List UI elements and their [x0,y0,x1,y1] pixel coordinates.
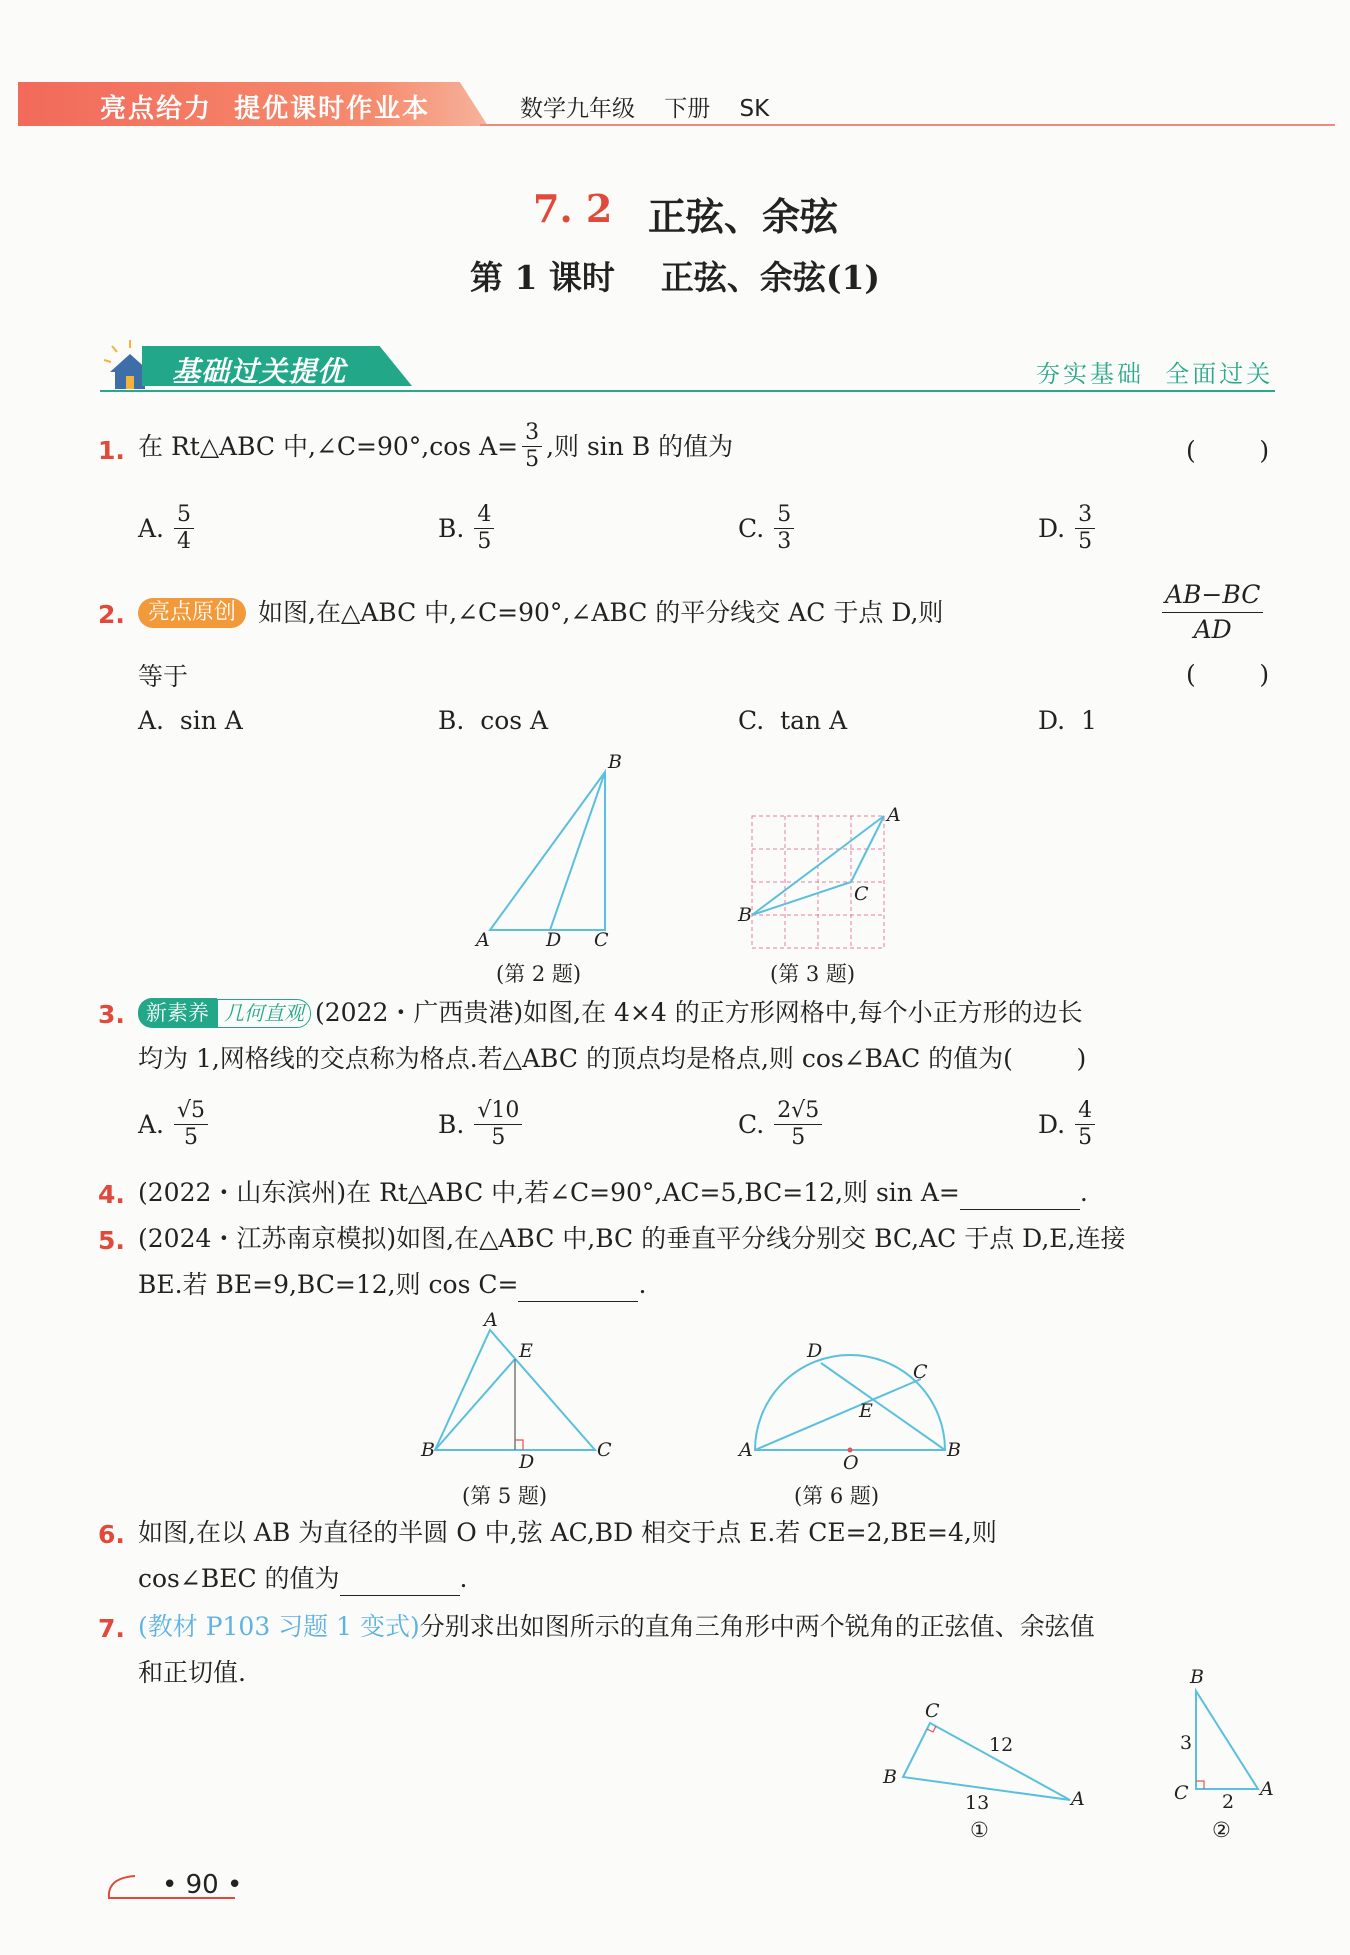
q3-literacy-tag: 新素养 [138,998,217,1028]
q3-option-b[interactable]: B. $\frac{√10}{5}$ [438,1098,526,1151]
banner-title: 基础过关提优 [172,355,347,388]
q3-number: 3. [98,1000,125,1029]
q3-text2: 均为 1,网格线的交点称为格点.若△ABC 的顶点均是格点,则 cos∠BAC 的值为( ) [138,1044,1087,1073]
q3-stem [138,996,1083,1030]
fig7-1-side-ab: 13 [965,1792,990,1814]
q6-answer-blank[interactable] [340,1569,460,1596]
figure-q3 [736,800,901,960]
q3-text1: (2022・广西贵港)如图,在 4×4 的正方形网格中,每个小正方形的边长 [315,998,1083,1027]
q4-end: . [1079,1178,1088,1207]
q1-text-a: 在 Rt△ABC 中,∠C=90°,cos A= [138,431,519,461]
q7-stem [138,1610,1095,1644]
fig6-label-e: E [859,1400,873,1422]
q2-answer-paren: ( ) [1186,660,1270,689]
q5-answer-blank[interactable] [518,1275,638,1302]
q6-text1: 如图,在以 AB 为直径的半圆 O 中,弦 AC,BD 相交于点 E.若 CE=2,BE=4,则 [138,1518,997,1547]
header-divider [480,124,1335,126]
fig5-label-c: C [597,1439,612,1461]
fig6-label-c: C [913,1361,928,1383]
fig5-label-b: B [421,1439,435,1461]
q6-stem2 [138,1562,467,1596]
fig2-label-d: D [546,929,562,951]
fig7-2-label-a: A [1260,1778,1274,1800]
fig2-label-c: C [594,929,609,951]
q6-number: 6. [98,1520,125,1549]
q1-text-b: ,则 sin B 的值为 [546,431,734,461]
fig7-2-side-ca: 2 [1222,1791,1235,1813]
q6-end: . [459,1564,468,1593]
fig7-1-label-c: C [925,1700,940,1722]
q2-text: 如图,在△ABC 中,∠C=90°,∠ABC 的平分线交 AC 于点 D,则 [258,598,944,627]
fig7-2-label-b: B [1190,1666,1204,1688]
q5-stem2 [138,1268,646,1302]
q5-text2: BE.若 BE=9,BC=12,则 cos C= [138,1270,519,1299]
fig7-1-label-a: A [1071,1788,1085,1810]
q4-stem [138,1176,1088,1210]
fig6-label-d: D [807,1340,823,1362]
fig3-label-a: A [887,804,901,826]
q5-text1: (2024・江苏南京模拟)如图,在△ABC 中,BC 的垂直平分线分别交 BC,AC 于点 D,E,连接 [138,1224,1126,1253]
q1-option-a[interactable]: A. $\frac{5}{4}$ [138,502,198,555]
q1-option-c[interactable]: C. $\frac{5}{3}$ [738,502,798,555]
q2-option-b[interactable]: B. cos A [438,706,549,735]
q7-text2: 和正切值. [138,1658,246,1687]
q5-number: 5. [98,1226,125,1255]
fig5-label-d: D [519,1451,535,1473]
q7-number: 7. [98,1614,125,1643]
section-number: 7. 2 [533,186,613,231]
figure-q7-1 [875,1695,1090,1814]
fig3-label-b: B [738,904,752,926]
q2-option-c[interactable]: C. tan A [738,706,848,735]
header-brand: 亮点给力 提优课时作业本 [100,94,431,124]
q2-original-tag: 亮点原创 [138,598,246,628]
q2-option-d[interactable]: D. 1 [1038,706,1097,735]
q2-stem [138,596,943,630]
q1-stem [138,420,733,473]
q6-text2: cos∠BEC 的值为 [138,1564,340,1593]
q7-source: (教材 P103 习题 1 变式) [138,1612,420,1641]
banner-divider [100,390,1275,392]
caption-q5: (第 5 题) [462,1484,548,1508]
fig5-label-e: E [519,1340,533,1362]
caption-q3: (第 3 题) [770,962,856,986]
q2-number: 2. [98,600,125,629]
fig2-label-b: B [608,751,622,773]
q5-end: . [638,1270,647,1299]
caption-q6: (第 6 题) [794,1484,880,1508]
q3-option-c[interactable]: C. $\frac{2√5}{5}$ [738,1098,826,1151]
figure-q6 [735,1335,965,1474]
q3-option-d[interactable]: D. $\frac{4}{5}$ [1038,1098,1099,1151]
q3-option-a[interactable]: A. $\frac{√5}{5}$ [138,1098,212,1151]
q2-option-a[interactable]: A. sin A [138,706,243,735]
caption-q7-1: ① [970,1818,989,1842]
page-number: • 90 • [162,1870,243,1900]
figure-q5 [415,1309,625,1473]
q4-answer-blank[interactable] [960,1183,1080,1210]
q4-number: 4. [98,1180,125,1209]
fig7-1-label-b: B [883,1766,897,1788]
q1-answer-paren: ( ) [1186,436,1270,465]
q2-fraction: $\frac{AB-BC}{AD}$ [1158,578,1267,647]
fig6-label-o: O [843,1452,859,1474]
q1-fraction: $\frac{3}{5}$ [522,420,542,473]
figure-q7-2 [1170,1665,1280,1815]
q3-geometry-tag: 几何直观 [217,999,311,1028]
lesson-title: 第 1 课时 正弦、余弦(1) [469,258,881,297]
fig5-label-a: A [484,1309,498,1331]
q1-option-d[interactable]: D. $\frac{3}{5}$ [1038,502,1099,555]
q7-text1: 分别求出如图所示的直角三角形中两个锐角的正弦值、余弦值 [419,1612,1095,1641]
caption-q2: (第 2 题) [496,962,582,986]
q4-text: (2022・山东滨州)在 Rt△ABC 中,若∠C=90°,AC=5,BC=12,则 sin A= [138,1178,960,1207]
caption-q7-2: ② [1212,1818,1231,1842]
fig7-2-label-c: C [1174,1782,1189,1804]
q1-option-b[interactable]: B. $\frac{4}{5}$ [438,502,498,555]
q2-text2: 等于 [138,662,189,691]
fig6-label-b: B [947,1439,961,1461]
fig6-label-a: A [739,1439,753,1461]
fig3-label-c: C [854,883,869,905]
section-title: 正弦、余弦 [648,194,839,239]
header-book-info: 数学九年级 下册 SK [520,96,770,122]
q1-number: 1. [98,436,125,465]
fig7-1-side-ca: 12 [989,1734,1014,1756]
fig2-label-a: A [476,929,490,951]
fig7-2-side-bc: 3 [1180,1732,1193,1754]
figure-q2 [460,750,640,950]
banner-subtitle: 夯实基础 全面过关 [1036,360,1274,388]
